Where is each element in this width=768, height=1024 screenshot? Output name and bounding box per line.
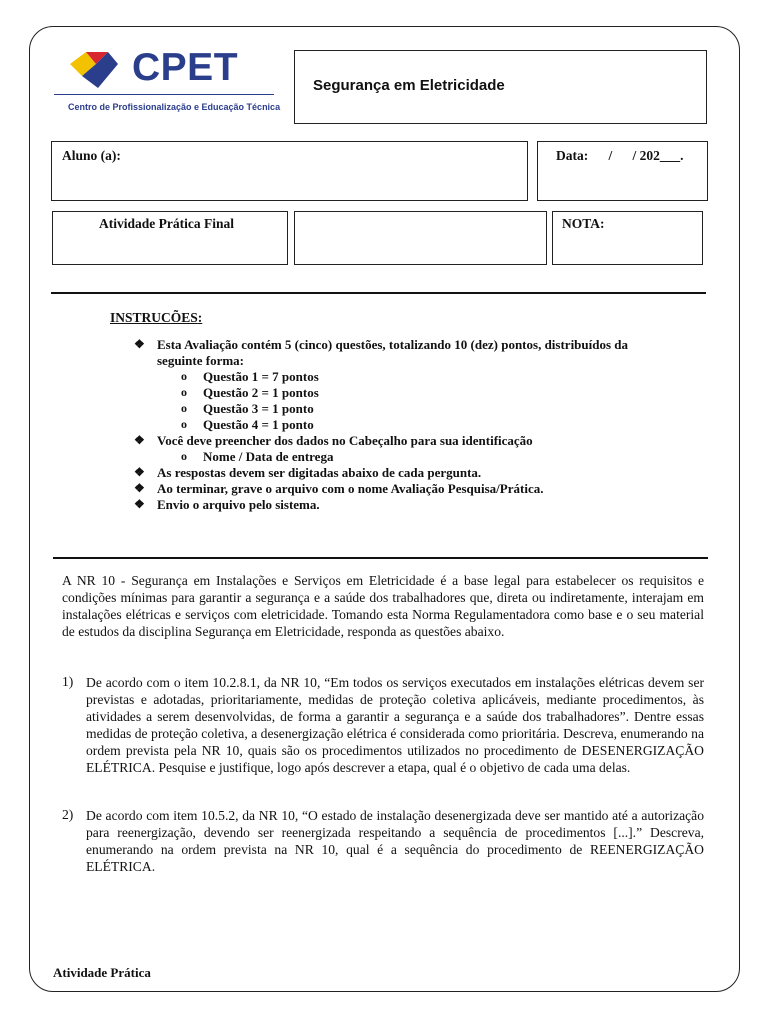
instruction-line: Você deve preencher dos dados no Cabeçalho para sua identificação [157,433,533,448]
atividade-box [52,211,288,265]
question-number: 1) [62,674,74,689]
nota-field[interactable] [552,211,703,265]
instruction-line: Esta Avaliação contém 5 (cinco) questões, totalizando 10 (dez) pontos, distribuídos da [157,337,629,352]
question-2: De acordo com item 10.5.2, da NR 10, “O estado de instalação desenergizada deve ser mantido até a autorização para reenergização, devendo ser reenergizada respeitando a sequência de procedimentos [...].” Descreva, enumerando na ordem prevista na NR 10, qual é a sequência do procedimento de REENERGIZAÇÃO ELÉTRICA. [86,808,704,874]
diamond-bullet-icon: ❖ [134,433,145,447]
instruction-line: As respostas devem ser digitadas abaixo de cada pergunta. [157,465,482,480]
diamond-bullet-icon: ❖ [134,497,145,511]
title-box [294,50,707,124]
instruction-line: Questão 1 = 7 pontos [203,369,319,384]
instruction-line: Questão 3 = 1 ponto [203,401,314,416]
diamond-bullet-icon: ❖ [134,337,145,351]
circle-bullet-icon: o [181,401,187,415]
cpet-logo [54,42,281,116]
atividade-label: Atividade Prática Final [99,216,234,231]
circle-bullet-icon: o [181,449,187,463]
instruction-line: Questão 4 = 1 ponto [203,417,314,432]
divider-top [51,292,706,294]
logo-text: CPET [132,46,239,89]
instruction-line: seguinte forma: [157,353,245,368]
divider-bottom [53,557,708,559]
logo-subtitle: Centro de Profissionalização e Educação Técnica [68,102,281,112]
aluno-field[interactable] [51,141,528,201]
intro-paragraph: A NR 10 - Segurança em Instalações e Serviços em Eletricidade é a base legal para estabelecer os requisitos e condições mínimas para garantir a segurança e a saúde dos trabalhadores que, direta ou indiretamente, interajam em instalações elétricas e serviços com eletricidade. Tomando esta Norma Regulamentadora como base e o seu material de estudos da disciplina Segurança em Eletricidade, responda as questões abaixo. [62,573,704,639]
question-1: De acordo com o item 10.2.8.1, da NR 10, “Em todos os serviços executados em instalações elétricas devem ser previstas e adotadas, prioritariamente, medidas de proteção coletiva aplicáveis, mediante procedimentos, às atividades a serem desenvolvidas, de forma a garantir a segurança e a saúde dos trabalhadores”. Dentre essas medidas de proteção coletiva, a desenergização elétrica é considerada como prioritária. Descreva, enumerando na ordem prevista pela NR 10, quais são os procedimentos utilizados no procedimento de DESENERGIZAÇÃO ELÉTRICA. Pesquise e justifique, logo após descrever a etapa, qual é o objetivo de cada uma delas. [86,675,704,775]
instruction-line: Questão 2 = 1 pontos [203,385,319,400]
data-field[interactable] [537,141,708,201]
aluno-label: Aluno (a): [62,148,121,163]
footer-label: Atividade Prática [53,965,151,980]
diamond-bullet-icon: ❖ [134,465,145,479]
instruction-line: Ao terminar, grave o arquivo com o nome Avaliação Pesquisa/Prática. [157,481,544,496]
document-title: Segurança em Eletricidade [313,77,505,94]
circle-bullet-icon: o [181,369,187,383]
instructions-heading: INSTRUCÕES: [110,310,203,325]
diamond-bullet-icon: ❖ [134,481,145,495]
nota-label: NOTA: [562,216,605,231]
instruction-line: Envio o arquivo pelo sistema. [157,497,320,512]
cpet-logo-icon [68,48,126,90]
instruction-line: Nome / Data de entrega [203,449,334,464]
blank-field[interactable] [294,211,547,265]
circle-bullet-icon: o [181,385,187,399]
circle-bullet-icon: o [181,417,187,431]
data-label: Data: / / 202___. [556,148,684,163]
logo-divider [54,94,274,95]
question-number: 2) [62,807,74,822]
